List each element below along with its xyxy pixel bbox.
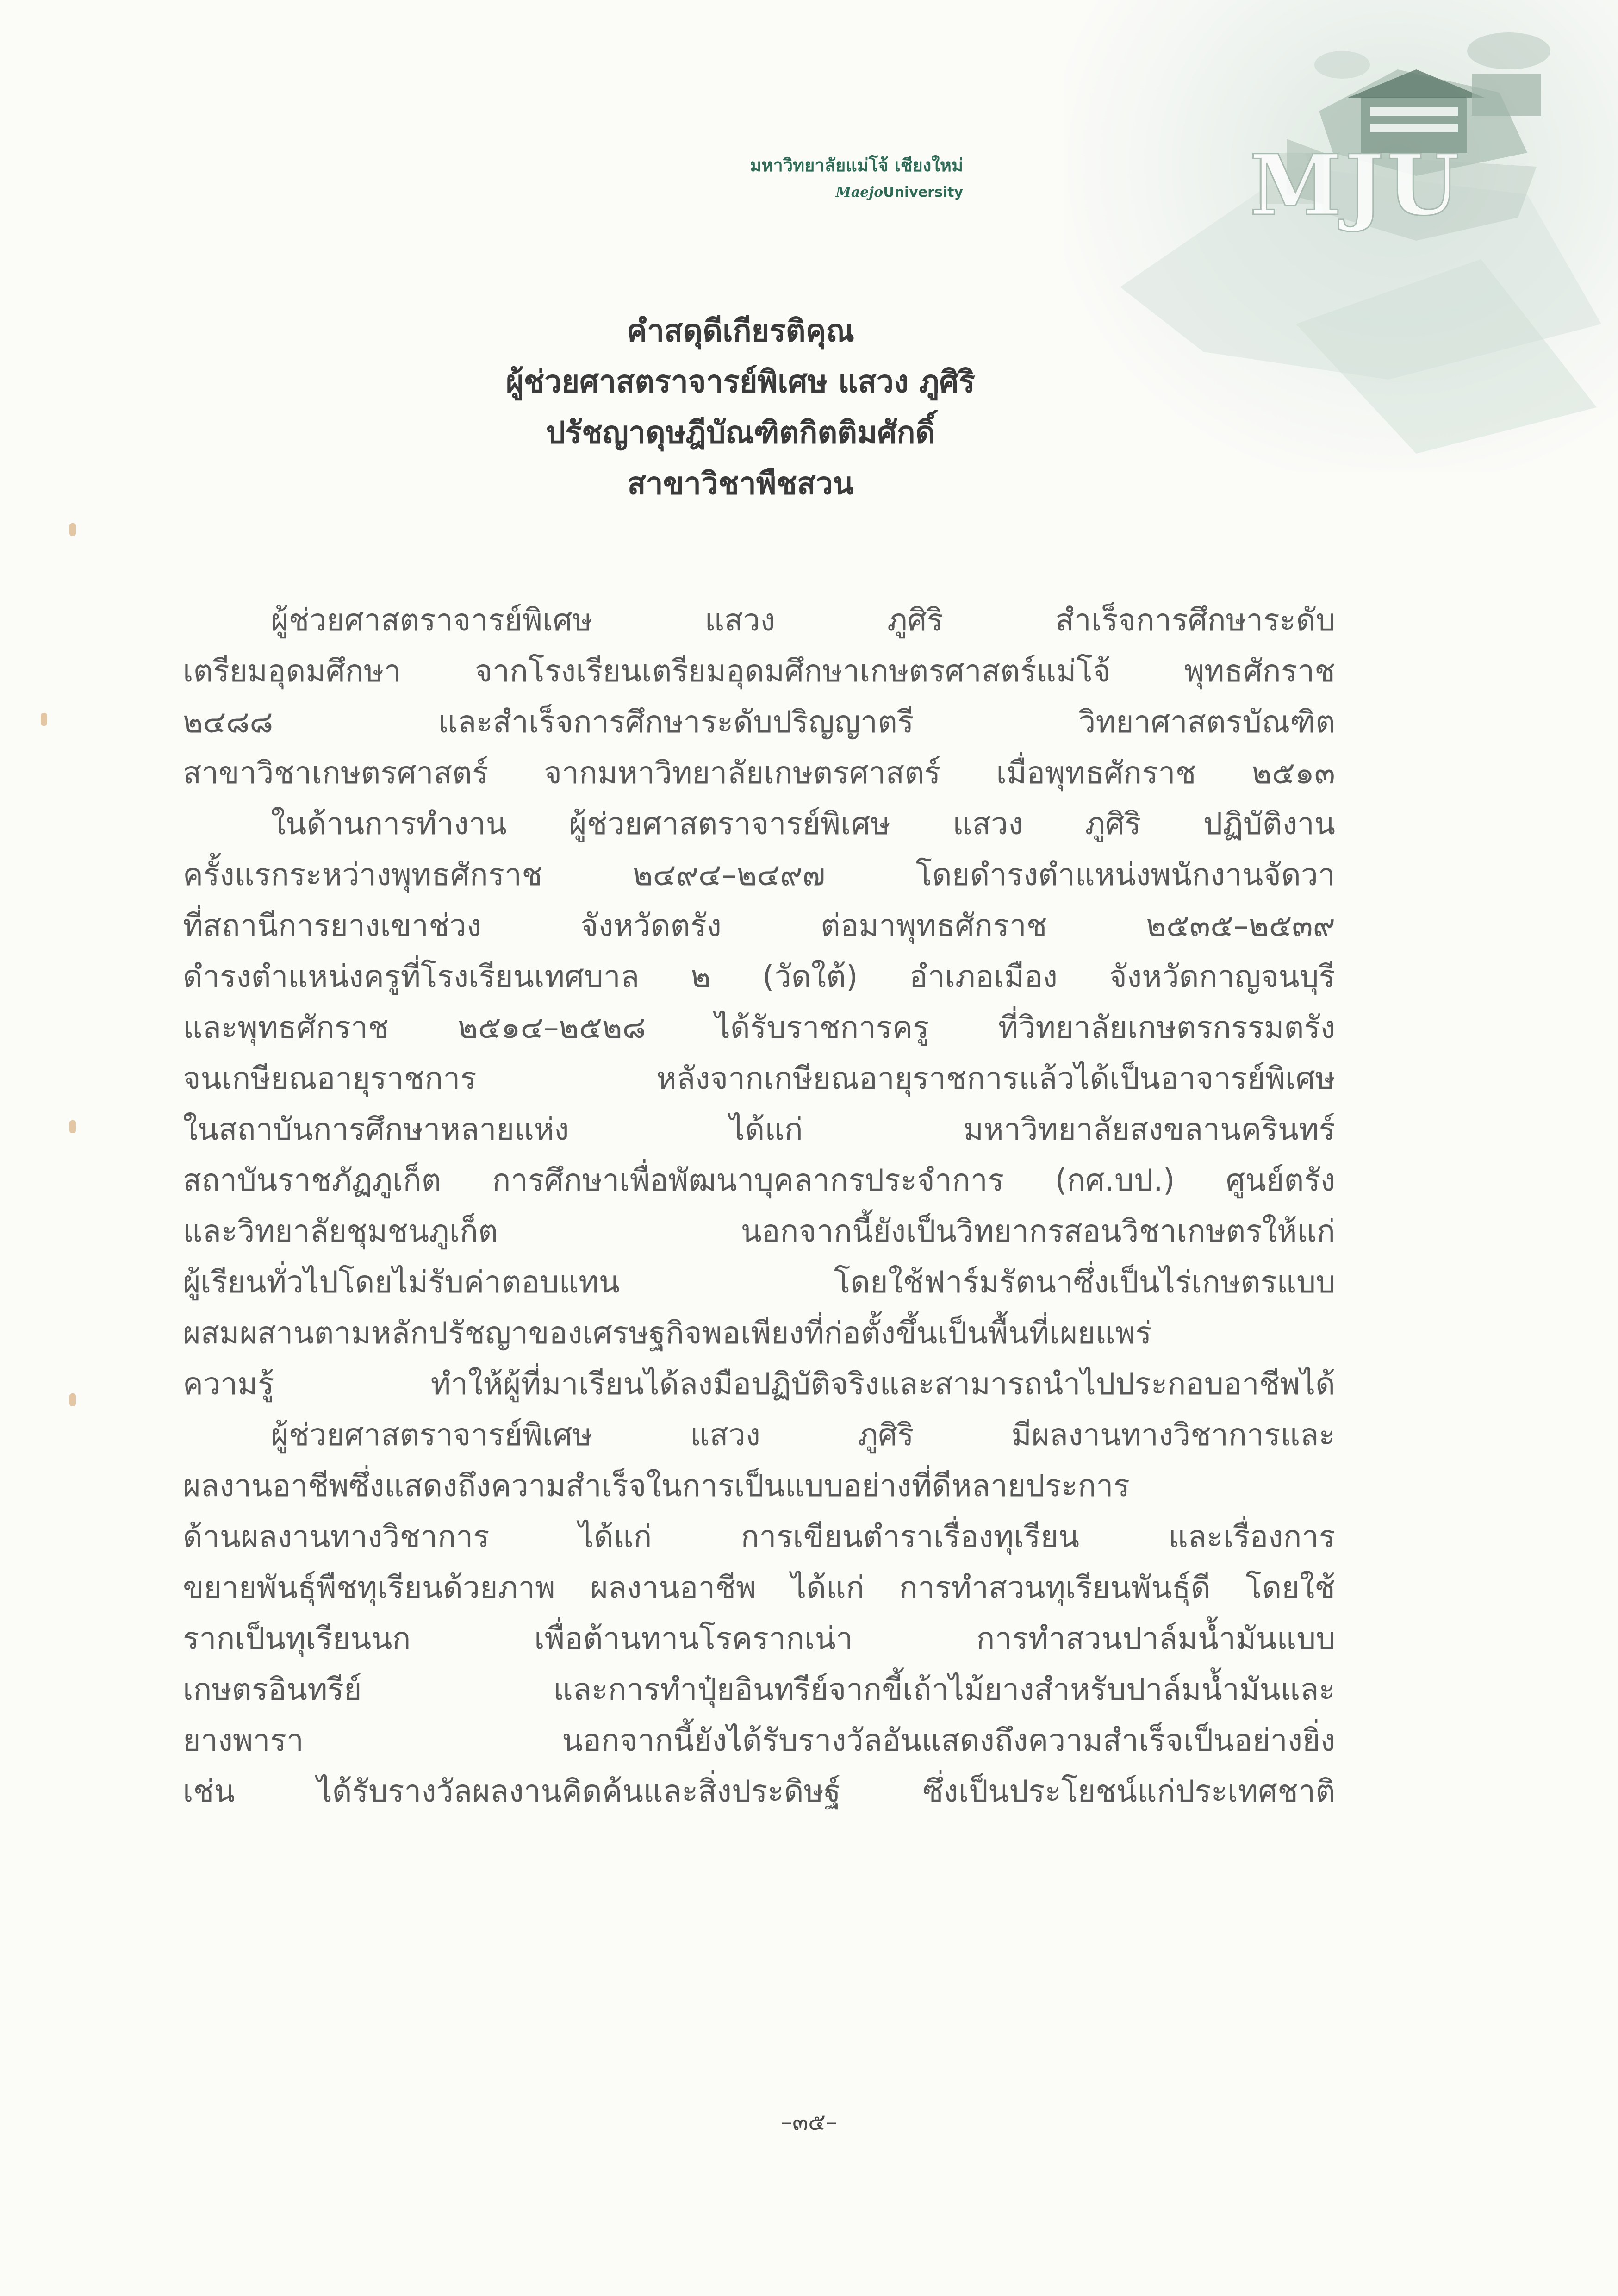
paragraph-3-line: ผู้ช่วยศาสตราจารย์พิเศษ แสวง ภูศิริ มีผลงานทางวิชาการและ	[271, 1417, 1335, 1453]
title-line-name: ผู้ช่วยศาสตราจารย์พิเศษ แสวง ภูศิริ	[505, 364, 976, 399]
paragraph-3-line: เช่น ได้รับรางวัลผลงานคิดค้นและสิ่งประดิษฐ์ ซึ่งเป็นประโยชน์แก่ประเทศชาติ	[183, 1773, 1335, 1809]
paragraph-2-line: ผู้เรียนทั่วไปโดยไม่รับค่าตอบแทน โดยใช้ฟาร์มรัตนาซึ่งเป็นไร่เกษตรแบบ	[183, 1264, 1335, 1300]
mju-logo-text: MJU	[1250, 137, 1462, 234]
paragraph-2-line: และวิทยาลัยชุมชนภูเก็ต นอกจากนี้ยังเป็นวิทยากรสอนวิชาเกษตรให้แก่	[183, 1213, 1335, 1249]
paragraph-2-line: จนเกษียณอายุราชการ หลังจากเกษียณอายุราชการแล้วได้เป็นอาจารย์พิเศษ	[183, 1061, 1335, 1096]
university-name-thai: มหาวิทยาลัยแม่โจ้ เชียงใหม่	[750, 155, 963, 175]
scan-speck	[69, 523, 76, 536]
paragraph-3-line: เกษตรอินทรีย์ และการทำปุ๋ยอินทรีย์จากขี้เถ้าไม้ยางสำหรับปาล์มน้ำมันและ	[183, 1672, 1335, 1707]
title-line-degree: ปรัชญาดุษฎีบัณฑิตกิตติมศักดิ์	[546, 415, 935, 450]
page-number: –๓๕–	[780, 2109, 838, 2135]
university-name-english-suffix: University	[883, 184, 963, 200]
paragraph-2-line: ความรู้ ทำให้ผู้ที่มาเรียนได้ลงมือปฏิบัติจริงและสามารถนำไปประกอบอาชีพได้	[183, 1366, 1335, 1402]
paragraph-3-line: ด้านผลงานทางวิชาการ ได้แก่ การเขียนตำราเรื่องทุเรียน และเรื่องการ	[183, 1519, 1335, 1554]
paragraph-2-line: ผสมผสานตามหลักปรัชญาของเศรษฐกิจพอเพียงที่ก่อตั้งขึ้นเป็นพื้นที่เผยแพร่	[183, 1315, 1152, 1351]
paragraph-3-line: ยางพารา นอกจากนี้ยังได้รับรางวัลอันแสดงถึงความสำเร็จเป็นอย่างยิ่ง	[183, 1722, 1335, 1758]
title-line-field: สาขาวิชาพืชสวน	[627, 466, 854, 501]
paragraph-2-line: สถาบันราชภัฏภูเก็ต การศึกษาเพื่อพัฒนาบุคลากรประจำการ (กศ.บป.) ศูนย์ตรัง	[183, 1162, 1335, 1198]
scan-speck	[69, 1120, 76, 1133]
paragraph-1-line: เตรียมอุดมศึกษา จากโรงเรียนเตรียมอุดมศึกษาเกษตรศาสตร์แม่โจ้ พุทธศักราช	[183, 653, 1335, 689]
paragraph-2-line: และพุทธศักราช ๒๕๑๔–๒๕๒๘ ได้รับราชการครู ที่วิทยาลัยเกษตรกรรมตรัง	[183, 1010, 1335, 1045]
paragraph-2-line: ที่สถานีการยางเขาช่วง จังหวัดตรัง ต่อมาพุทธศักราช ๒๕๓๕–๒๕๓๙	[183, 908, 1335, 943]
paragraph-1-line: ผู้ช่วยศาสตราจารย์พิเศษ แสวง ภูศิริ สำเร็จการศึกษาระดับ	[271, 602, 1335, 638]
scan-speck	[41, 713, 47, 726]
paragraph-2-line: ครั้งแรกระหว่างพุทธศักราช ๒๔๙๔–๒๔๙๗ โดยดำรงตำแหน่งพนักงานจัดวา	[183, 857, 1335, 892]
paragraph-2-line: ดำรงตำแหน่งครูที่โรงเรียนเทศบาล ๒ (วัดใต้) อำเภอเมือง จังหวัดกาญจนบุรี	[183, 959, 1335, 994]
paragraph-3-line: ขยายพันธุ์พืชทุเรียนด้วยภาพ ผลงานอาชีพ ได้แก่ การทำสวนทุเรียนพันธุ์ดี โดยใช้	[183, 1570, 1335, 1605]
paragraph-3-line: ผลงานอาชีพซึ่งแสดงถึงความสำเร็จในการเป็นแบบอย่างที่ดีหลายประการ	[183, 1468, 1130, 1504]
paragraph-3-line: รากเป็นทุเรียนนก เพื่อต้านทานโรครากเน่า การทำสวนปาล์มน้ำมันแบบ	[183, 1621, 1335, 1656]
university-name-english	[836, 184, 963, 200]
body-text	[183, 595, 1335, 1817]
university-name-english-prefix: Maejo	[835, 184, 884, 200]
paragraph-1-line: ๒๔๘๘ และสำเร็จการศึกษาระดับปริญญาตรี วิทยาศาสตรบัณฑิต	[183, 704, 1335, 740]
document-title	[278, 306, 1203, 509]
paragraph-2-line: ในสถาบันการศึกษาหลายแห่ง ได้แก่ มหาวิทยาลัยสงขลานครินทร์	[183, 1111, 1335, 1147]
paragraph-1-line: สาขาวิชาเกษตรศาสตร์ จากมหาวิทยาลัยเกษตรศาสตร์ เมื่อพุทธศักราช ๒๕๑๓	[183, 755, 1335, 791]
title-line-honor: คำสดุดีเกียรติคุณ	[626, 313, 855, 349]
scan-speck	[69, 1393, 76, 1406]
paragraph-2-line: ในด้านการทำงาน ผู้ช่วยศาสตราจารย์พิเศษ แสวง ภูศิริ ปฏิบัติงาน	[271, 806, 1335, 842]
